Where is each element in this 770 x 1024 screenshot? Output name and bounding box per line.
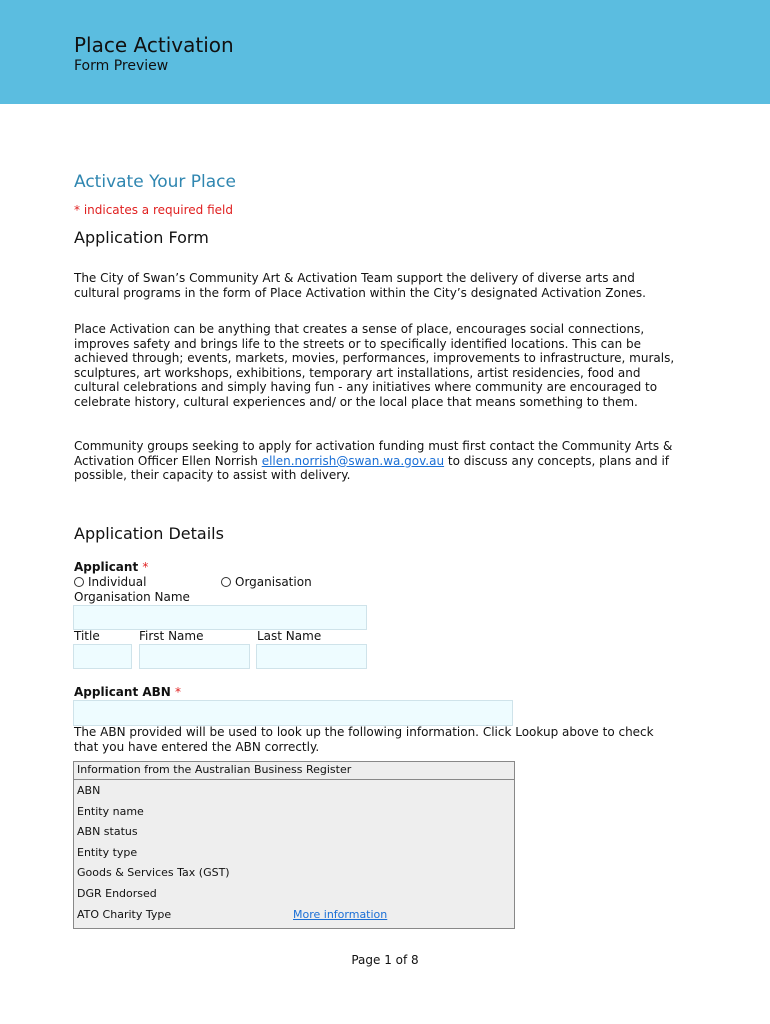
application-form-heading: Application Form — [74, 228, 209, 247]
title-label: Title — [74, 629, 100, 643]
first-name-label: First Name — [139, 629, 204, 643]
contact-text-after: to discuss any concepts, plans and if possible, their capacity to assist with delivery. — [74, 453, 670, 483]
contact-text-before: Community groups seeking to apply for activation funding must first contact the Community Arts & Activation Officer Ellen Norrish — [74, 439, 673, 468]
section-title: Activate Your Place — [74, 172, 236, 192]
radio-individual-label: Individual — [88, 575, 147, 589]
abr-row-entity-type: Entity type — [77, 846, 138, 859]
abn-label — [74, 685, 181, 699]
intro-paragraph: The City of Swan’s Community Art & Activation Team support the delivery of diverse arts and cultural programs in the form of Place Activation within the City’s designated Activation Zones. — [74, 271, 646, 300]
abn-label-text: Applicant ABN — [74, 685, 171, 699]
abr-row-abn-status: ABN status — [77, 825, 138, 838]
radio-circle-icon[interactable] — [221, 577, 231, 587]
form-title: Place Activation — [74, 33, 234, 57]
abr-row-gst: Goods & Services Tax (GST) — [77, 866, 230, 879]
organisation-name-label: Organisation Name — [74, 590, 190, 604]
last-name-input[interactable] — [256, 644, 367, 669]
page-number: Page 1 of 8 — [351, 953, 419, 967]
radio-organisation[interactable] — [221, 575, 312, 589]
radio-organisation-label: Organisation — [235, 575, 312, 589]
required-asterisk: * — [175, 685, 182, 699]
abr-row-dgr: DGR Endorsed — [77, 887, 157, 900]
applicant-label — [74, 560, 148, 574]
abr-row-abn: ABN — [77, 784, 101, 797]
form-header — [0, 0, 770, 104]
more-information-link[interactable]: More information — [293, 908, 388, 921]
contact-paragraph — [74, 439, 684, 483]
last-name-label: Last Name — [257, 629, 322, 643]
contact-email-link[interactable]: ellen.norrish@swan.wa.gov.au — [261, 453, 445, 468]
organisation-name-input[interactable] — [73, 605, 367, 630]
radio-individual[interactable] — [74, 575, 146, 589]
required-asterisk: * — [142, 560, 149, 574]
required-note: * indicates a required field — [74, 203, 233, 217]
abr-info-table — [73, 761, 515, 929]
abr-row-charity-type: ATO Charity Type — [77, 908, 172, 921]
form-subtitle: Form Preview — [74, 58, 169, 74]
abn-help-text: The ABN provided will be used to look up the following information. Click Lookup above to check that you have entered the ABN correctly. — [74, 725, 654, 754]
abn-input[interactable] — [73, 700, 513, 726]
application-details-heading: Application Details — [74, 524, 224, 543]
description-paragraph: Place Activation can be anything that creates a sense of place, encourages social connections, improves safety and brings life to the streets or to specifically identified locations. This can be achieved through; events, markets, movies, performances, improvements to infrastructure, murals, sculptures, art workshops, exhibitions, temporary art installations, artist residencies, food and cultural celebrations and simply having fun - any initiatives where community are encouraged to celebrate history, cultural experiences and/ or the local place that means something to them. — [74, 322, 675, 409]
radio-circle-icon[interactable] — [74, 577, 84, 587]
applicant-label-text: Applicant — [74, 560, 139, 574]
title-input[interactable] — [73, 644, 132, 669]
first-name-input[interactable] — [139, 644, 250, 669]
abr-row-entity-name: Entity name — [77, 805, 144, 818]
abr-table-heading: Information from the Australian Business Register — [74, 762, 514, 780]
